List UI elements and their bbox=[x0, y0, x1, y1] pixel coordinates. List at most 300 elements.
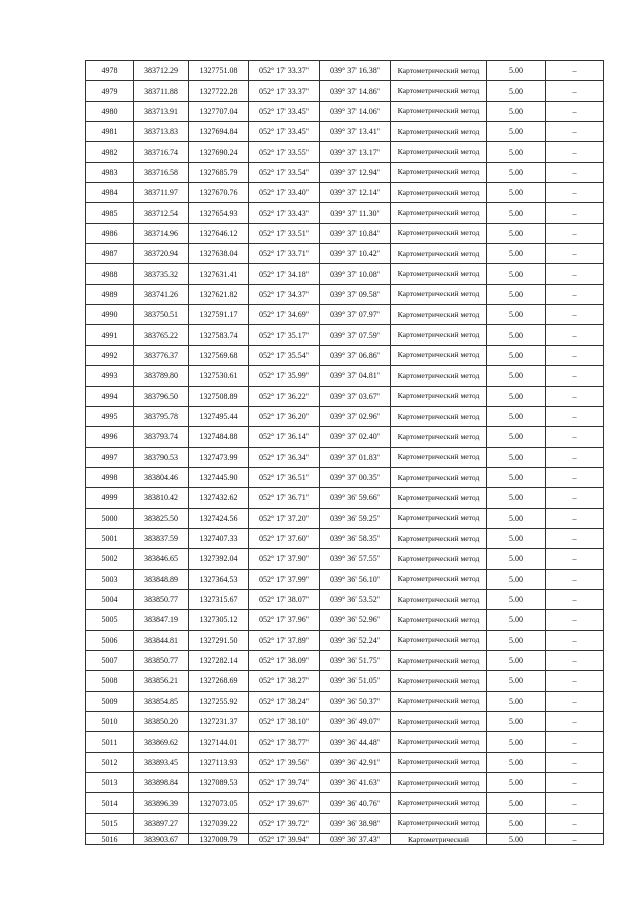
longitude-cell: 039° 37' 12.14" bbox=[320, 183, 391, 203]
accuracy-cell: 5.00 bbox=[487, 223, 546, 243]
longitude-cell: 039° 37' 14.06" bbox=[320, 101, 391, 121]
y-coordinate-cell: 1327694.84 bbox=[189, 122, 249, 142]
point-number-cell: 4990 bbox=[86, 305, 134, 325]
latitude-cell: 052° 17' 34.37" bbox=[249, 284, 320, 304]
latitude-cell: 052° 17' 37.60" bbox=[249, 528, 320, 548]
latitude-cell: 052° 17' 36.20" bbox=[249, 406, 320, 426]
table-row bbox=[86, 752, 604, 772]
longitude-cell: 039° 36' 41.63" bbox=[320, 773, 391, 793]
note-cell: – bbox=[546, 325, 604, 345]
note-cell: – bbox=[546, 244, 604, 264]
x-coordinate-cell: 383712.54 bbox=[134, 203, 189, 223]
latitude-cell: 052° 17' 38.07" bbox=[249, 589, 320, 609]
table-row bbox=[86, 244, 604, 264]
accuracy-cell: 5.00 bbox=[487, 284, 546, 304]
note-cell: – bbox=[546, 610, 604, 630]
point-number-cell: 5003 bbox=[86, 569, 134, 589]
y-coordinate-cell: 1327530.61 bbox=[189, 366, 249, 386]
x-coordinate-cell: 383712.29 bbox=[134, 61, 189, 81]
method-cell: Картометрический bbox=[391, 834, 487, 845]
y-coordinate-cell: 1327495.44 bbox=[189, 406, 249, 426]
note-cell: – bbox=[546, 101, 604, 121]
table-row bbox=[86, 691, 604, 711]
note-cell: – bbox=[546, 305, 604, 325]
x-coordinate-cell: 383850.77 bbox=[134, 650, 189, 670]
accuracy-cell: 5.00 bbox=[487, 162, 546, 182]
point-number-cell: 4986 bbox=[86, 223, 134, 243]
method-cell: Картометрический метод bbox=[391, 406, 487, 426]
y-coordinate-cell: 1327638.04 bbox=[189, 244, 249, 264]
table-row bbox=[86, 223, 604, 243]
note-cell: – bbox=[546, 467, 604, 487]
longitude-cell: 039° 36' 56.10" bbox=[320, 569, 391, 589]
coordinates-table bbox=[85, 60, 604, 845]
table-row bbox=[86, 101, 604, 121]
longitude-cell: 039° 36' 40.76" bbox=[320, 793, 391, 813]
method-cell: Картометрический метод bbox=[391, 142, 487, 162]
table-row bbox=[86, 732, 604, 752]
method-cell: Картометрический метод bbox=[391, 325, 487, 345]
method-cell: Картометрический метод bbox=[391, 549, 487, 569]
x-coordinate-cell: 383716.74 bbox=[134, 142, 189, 162]
latitude-cell: 052° 17' 37.90" bbox=[249, 549, 320, 569]
point-number-cell: 5016 bbox=[86, 834, 134, 845]
latitude-cell: 052° 17' 33.45" bbox=[249, 101, 320, 121]
longitude-cell: 039° 37' 03.67" bbox=[320, 386, 391, 406]
table-row bbox=[86, 81, 604, 101]
latitude-cell: 052° 17' 37.20" bbox=[249, 508, 320, 528]
longitude-cell: 039° 36' 58.35" bbox=[320, 528, 391, 548]
accuracy-cell: 5.00 bbox=[487, 325, 546, 345]
latitude-cell: 052° 17' 37.96" bbox=[249, 610, 320, 630]
method-cell: Картометрический метод bbox=[391, 345, 487, 365]
point-number-cell: 4994 bbox=[86, 386, 134, 406]
y-coordinate-cell: 1327722.28 bbox=[189, 81, 249, 101]
accuracy-cell: 5.00 bbox=[487, 203, 546, 223]
table-row bbox=[86, 508, 604, 528]
x-coordinate-cell: 383789.80 bbox=[134, 366, 189, 386]
note-cell: – bbox=[546, 427, 604, 447]
method-cell: Картометрический метод bbox=[391, 630, 487, 650]
x-coordinate-cell: 383793.74 bbox=[134, 427, 189, 447]
y-coordinate-cell: 1327432.62 bbox=[189, 488, 249, 508]
note-cell: – bbox=[546, 142, 604, 162]
point-number-cell: 5005 bbox=[86, 610, 134, 630]
table-row bbox=[86, 142, 604, 162]
y-coordinate-cell: 1327583.74 bbox=[189, 325, 249, 345]
point-number-cell: 5013 bbox=[86, 773, 134, 793]
table-row bbox=[86, 447, 604, 467]
latitude-cell: 052° 17' 33.43" bbox=[249, 203, 320, 223]
point-number-cell: 4996 bbox=[86, 427, 134, 447]
note-cell: – bbox=[546, 345, 604, 365]
longitude-cell: 039° 36' 59.66" bbox=[320, 488, 391, 508]
point-number-cell: 4995 bbox=[86, 406, 134, 426]
note-cell: – bbox=[546, 162, 604, 182]
method-cell: Картометрический метод bbox=[391, 752, 487, 772]
longitude-cell: 039° 37' 11.30" bbox=[320, 203, 391, 223]
latitude-cell: 052° 17' 33.37" bbox=[249, 61, 320, 81]
x-coordinate-cell: 383850.77 bbox=[134, 589, 189, 609]
method-cell: Картометрический метод bbox=[391, 773, 487, 793]
x-coordinate-cell: 383898.84 bbox=[134, 773, 189, 793]
point-number-cell: 4991 bbox=[86, 325, 134, 345]
table-row bbox=[86, 386, 604, 406]
method-cell: Картометрический метод bbox=[391, 712, 487, 732]
accuracy-cell: 5.00 bbox=[487, 752, 546, 772]
point-number-cell: 4999 bbox=[86, 488, 134, 508]
y-coordinate-cell: 1327646.12 bbox=[189, 223, 249, 243]
y-coordinate-cell: 1327621.82 bbox=[189, 284, 249, 304]
table-row bbox=[86, 630, 604, 650]
longitude-cell: 039° 36' 52.24" bbox=[320, 630, 391, 650]
latitude-cell: 052° 17' 39.56" bbox=[249, 752, 320, 772]
y-coordinate-cell: 1327751.08 bbox=[189, 61, 249, 81]
longitude-cell: 039° 36' 42.91" bbox=[320, 752, 391, 772]
method-cell: Картометрический метод bbox=[391, 386, 487, 406]
table-row bbox=[86, 427, 604, 447]
x-coordinate-cell: 383796.50 bbox=[134, 386, 189, 406]
accuracy-cell: 5.00 bbox=[487, 122, 546, 142]
longitude-cell: 039° 37' 16.38" bbox=[320, 61, 391, 81]
y-coordinate-cell: 1327690.24 bbox=[189, 142, 249, 162]
x-coordinate-cell: 383713.83 bbox=[134, 122, 189, 142]
method-cell: Картометрический метод bbox=[391, 813, 487, 833]
x-coordinate-cell: 383765.22 bbox=[134, 325, 189, 345]
note-cell: – bbox=[546, 508, 604, 528]
x-coordinate-cell: 383903.67 bbox=[134, 834, 189, 845]
point-number-cell: 4984 bbox=[86, 183, 134, 203]
point-number-cell: 5006 bbox=[86, 630, 134, 650]
method-cell: Картометрический метод bbox=[391, 366, 487, 386]
x-coordinate-cell: 383847.19 bbox=[134, 610, 189, 630]
point-number-cell: 4987 bbox=[86, 244, 134, 264]
accuracy-cell: 5.00 bbox=[487, 142, 546, 162]
point-number-cell: 5011 bbox=[86, 732, 134, 752]
accuracy-cell: 5.00 bbox=[487, 467, 546, 487]
y-coordinate-cell: 1327424.56 bbox=[189, 508, 249, 528]
latitude-cell: 052° 17' 33.55" bbox=[249, 142, 320, 162]
y-coordinate-cell: 1327039.22 bbox=[189, 813, 249, 833]
note-cell: – bbox=[546, 223, 604, 243]
x-coordinate-cell: 383896.39 bbox=[134, 793, 189, 813]
longitude-cell: 039° 36' 51.75" bbox=[320, 650, 391, 670]
accuracy-cell: 5.00 bbox=[487, 183, 546, 203]
table-row bbox=[86, 650, 604, 670]
longitude-cell: 039° 36' 59.25" bbox=[320, 508, 391, 528]
x-coordinate-cell: 383825.50 bbox=[134, 508, 189, 528]
accuracy-cell: 5.00 bbox=[487, 427, 546, 447]
x-coordinate-cell: 383790.53 bbox=[134, 447, 189, 467]
y-coordinate-cell: 1327291.50 bbox=[189, 630, 249, 650]
point-number-cell: 5000 bbox=[86, 508, 134, 528]
latitude-cell: 052° 17' 38.24" bbox=[249, 691, 320, 711]
accuracy-cell: 5.00 bbox=[487, 834, 546, 845]
x-coordinate-cell: 383795.78 bbox=[134, 406, 189, 426]
note-cell: – bbox=[546, 793, 604, 813]
table-row bbox=[86, 345, 604, 365]
x-coordinate-cell: 383854.85 bbox=[134, 691, 189, 711]
y-coordinate-cell: 1327009.79 bbox=[189, 834, 249, 845]
accuracy-cell: 5.00 bbox=[487, 813, 546, 833]
y-coordinate-cell: 1327255.92 bbox=[189, 691, 249, 711]
accuracy-cell: 5.00 bbox=[487, 773, 546, 793]
note-cell: – bbox=[546, 366, 604, 386]
method-cell: Картометрический метод bbox=[391, 671, 487, 691]
point-number-cell: 5010 bbox=[86, 712, 134, 732]
x-coordinate-cell: 383856.21 bbox=[134, 671, 189, 691]
point-number-cell: 4997 bbox=[86, 447, 134, 467]
latitude-cell: 052° 17' 38.10" bbox=[249, 712, 320, 732]
longitude-cell: 039° 37' 14.86" bbox=[320, 81, 391, 101]
x-coordinate-cell: 383804.46 bbox=[134, 467, 189, 487]
x-coordinate-cell: 383893.45 bbox=[134, 752, 189, 772]
accuracy-cell: 5.00 bbox=[487, 366, 546, 386]
table-row bbox=[86, 569, 604, 589]
longitude-cell: 039° 37' 07.97" bbox=[320, 305, 391, 325]
y-coordinate-cell: 1327508.89 bbox=[189, 386, 249, 406]
method-cell: Картометрический метод bbox=[391, 488, 487, 508]
method-cell: Картометрический метод bbox=[391, 569, 487, 589]
point-number-cell: 4998 bbox=[86, 467, 134, 487]
note-cell: – bbox=[546, 386, 604, 406]
accuracy-cell: 5.00 bbox=[487, 244, 546, 264]
note-cell: – bbox=[546, 81, 604, 101]
table-row bbox=[86, 793, 604, 813]
latitude-cell: 052° 17' 38.27" bbox=[249, 671, 320, 691]
point-number-cell: 4988 bbox=[86, 264, 134, 284]
note-cell: – bbox=[546, 569, 604, 589]
latitude-cell: 052° 17' 35.54" bbox=[249, 345, 320, 365]
x-coordinate-cell: 383837.59 bbox=[134, 528, 189, 548]
longitude-cell: 039° 37' 02.96" bbox=[320, 406, 391, 426]
note-cell: – bbox=[546, 589, 604, 609]
table-row bbox=[86, 773, 604, 793]
y-coordinate-cell: 1327144.01 bbox=[189, 732, 249, 752]
table-row bbox=[86, 366, 604, 386]
method-cell: Картометрический метод bbox=[391, 528, 487, 548]
method-cell: Картометрический метод bbox=[391, 589, 487, 609]
method-cell: Картометрический метод bbox=[391, 508, 487, 528]
latitude-cell: 052° 17' 36.51" bbox=[249, 467, 320, 487]
accuracy-cell: 5.00 bbox=[487, 264, 546, 284]
longitude-cell: 039° 37' 07.59" bbox=[320, 325, 391, 345]
note-cell: – bbox=[546, 203, 604, 223]
table-row bbox=[86, 325, 604, 345]
longitude-cell: 039° 37' 02.40" bbox=[320, 427, 391, 447]
y-coordinate-cell: 1327707.04 bbox=[189, 101, 249, 121]
method-cell: Картометрический метод bbox=[391, 427, 487, 447]
point-number-cell: 4989 bbox=[86, 284, 134, 304]
x-coordinate-cell: 383848.89 bbox=[134, 569, 189, 589]
longitude-cell: 039° 37' 04.81" bbox=[320, 366, 391, 386]
point-number-cell: 5008 bbox=[86, 671, 134, 691]
note-cell: – bbox=[546, 813, 604, 833]
x-coordinate-cell: 383850.20 bbox=[134, 712, 189, 732]
point-number-cell: 4979 bbox=[86, 81, 134, 101]
note-cell: – bbox=[546, 549, 604, 569]
table-row bbox=[86, 834, 604, 845]
y-coordinate-cell: 1327282.14 bbox=[189, 650, 249, 670]
x-coordinate-cell: 383735.32 bbox=[134, 264, 189, 284]
x-coordinate-cell: 383711.97 bbox=[134, 183, 189, 203]
y-coordinate-cell: 1327315.67 bbox=[189, 589, 249, 609]
longitude-cell: 039° 37' 12.94" bbox=[320, 162, 391, 182]
longitude-cell: 039° 37' 10.42" bbox=[320, 244, 391, 264]
longitude-cell: 039° 36' 57.55" bbox=[320, 549, 391, 569]
note-cell: – bbox=[546, 650, 604, 670]
method-cell: Картометрический метод bbox=[391, 691, 487, 711]
longitude-cell: 039° 36' 53.52" bbox=[320, 589, 391, 609]
note-cell: – bbox=[546, 691, 604, 711]
table-row bbox=[86, 610, 604, 630]
accuracy-cell: 5.00 bbox=[487, 712, 546, 732]
latitude-cell: 052° 17' 37.99" bbox=[249, 569, 320, 589]
y-coordinate-cell: 1327591.17 bbox=[189, 305, 249, 325]
note-cell: – bbox=[546, 61, 604, 81]
point-number-cell: 4983 bbox=[86, 162, 134, 182]
accuracy-cell: 5.00 bbox=[487, 406, 546, 426]
accuracy-cell: 5.00 bbox=[487, 386, 546, 406]
accuracy-cell: 5.00 bbox=[487, 549, 546, 569]
table-row bbox=[86, 589, 604, 609]
point-number-cell: 5014 bbox=[86, 793, 134, 813]
note-cell: – bbox=[546, 732, 604, 752]
note-cell: – bbox=[546, 183, 604, 203]
y-coordinate-cell: 1327407.33 bbox=[189, 528, 249, 548]
y-coordinate-cell: 1327654.93 bbox=[189, 203, 249, 223]
method-cell: Картометрический метод bbox=[391, 223, 487, 243]
point-number-cell: 4982 bbox=[86, 142, 134, 162]
point-number-cell: 5007 bbox=[86, 650, 134, 670]
y-coordinate-cell: 1327392.04 bbox=[189, 549, 249, 569]
note-cell: – bbox=[546, 712, 604, 732]
x-coordinate-cell: 383741.26 bbox=[134, 284, 189, 304]
latitude-cell: 052° 17' 33.45" bbox=[249, 122, 320, 142]
x-coordinate-cell: 383776.37 bbox=[134, 345, 189, 365]
table-row bbox=[86, 122, 604, 142]
table-row bbox=[86, 264, 604, 284]
point-number-cell: 5002 bbox=[86, 549, 134, 569]
table-row bbox=[86, 813, 604, 833]
x-coordinate-cell: 383711.88 bbox=[134, 81, 189, 101]
latitude-cell: 052° 17' 38.09" bbox=[249, 650, 320, 670]
table-row bbox=[86, 549, 604, 569]
y-coordinate-cell: 1327569.68 bbox=[189, 345, 249, 365]
latitude-cell: 052° 17' 33.54" bbox=[249, 162, 320, 182]
latitude-cell: 052° 17' 35.99" bbox=[249, 366, 320, 386]
accuracy-cell: 5.00 bbox=[487, 345, 546, 365]
accuracy-cell: 5.00 bbox=[487, 569, 546, 589]
longitude-cell: 039° 37' 13.17" bbox=[320, 142, 391, 162]
y-coordinate-cell: 1327473.99 bbox=[189, 447, 249, 467]
x-coordinate-cell: 383750.51 bbox=[134, 305, 189, 325]
latitude-cell: 052° 17' 37.89" bbox=[249, 630, 320, 650]
table-row bbox=[86, 671, 604, 691]
accuracy-cell: 5.00 bbox=[487, 610, 546, 630]
method-cell: Картометрический метод bbox=[391, 447, 487, 467]
accuracy-cell: 5.00 bbox=[487, 589, 546, 609]
point-number-cell: 4985 bbox=[86, 203, 134, 223]
y-coordinate-cell: 1327364.53 bbox=[189, 569, 249, 589]
y-coordinate-cell: 1327113.93 bbox=[189, 752, 249, 772]
x-coordinate-cell: 383713.91 bbox=[134, 101, 189, 121]
x-coordinate-cell: 383720.94 bbox=[134, 244, 189, 264]
latitude-cell: 052° 17' 35.17" bbox=[249, 325, 320, 345]
method-cell: Картометрический метод bbox=[391, 162, 487, 182]
point-number-cell: 4981 bbox=[86, 122, 134, 142]
x-coordinate-cell: 383716.58 bbox=[134, 162, 189, 182]
method-cell: Картометрический метод bbox=[391, 101, 487, 121]
latitude-cell: 052° 17' 38.77" bbox=[249, 732, 320, 752]
longitude-cell: 039° 37' 06.86" bbox=[320, 345, 391, 365]
accuracy-cell: 5.00 bbox=[487, 447, 546, 467]
method-cell: Картометрический метод bbox=[391, 610, 487, 630]
method-cell: Картометрический метод bbox=[391, 467, 487, 487]
latitude-cell: 052° 17' 34.18" bbox=[249, 264, 320, 284]
y-coordinate-cell: 1327073.05 bbox=[189, 793, 249, 813]
y-coordinate-cell: 1327631.41 bbox=[189, 264, 249, 284]
latitude-cell: 052° 17' 34.69" bbox=[249, 305, 320, 325]
accuracy-cell: 5.00 bbox=[487, 81, 546, 101]
point-number-cell: 4978 bbox=[86, 61, 134, 81]
latitude-cell: 052° 17' 36.71" bbox=[249, 488, 320, 508]
method-cell: Картометрический метод bbox=[391, 203, 487, 223]
method-cell: Картометрический метод bbox=[391, 183, 487, 203]
note-cell: – bbox=[546, 406, 604, 426]
longitude-cell: 039° 36' 51.05" bbox=[320, 671, 391, 691]
longitude-cell: 039° 37' 10.84" bbox=[320, 223, 391, 243]
accuracy-cell: 5.00 bbox=[487, 630, 546, 650]
accuracy-cell: 5.00 bbox=[487, 488, 546, 508]
accuracy-cell: 5.00 bbox=[487, 732, 546, 752]
latitude-cell: 052° 17' 36.22" bbox=[249, 386, 320, 406]
y-coordinate-cell: 1327305.12 bbox=[189, 610, 249, 630]
method-cell: Картометрический метод bbox=[391, 732, 487, 752]
method-cell: Картометрический метод bbox=[391, 793, 487, 813]
x-coordinate-cell: 383810.42 bbox=[134, 488, 189, 508]
latitude-cell: 052° 17' 39.72" bbox=[249, 813, 320, 833]
method-cell: Картометрический метод bbox=[391, 284, 487, 304]
method-cell: Картометрический метод bbox=[391, 61, 487, 81]
latitude-cell: 052° 17' 33.40" bbox=[249, 183, 320, 203]
coordinates-page bbox=[85, 60, 603, 845]
accuracy-cell: 5.00 bbox=[487, 650, 546, 670]
point-number-cell: 5001 bbox=[86, 528, 134, 548]
method-cell: Картометрический метод bbox=[391, 244, 487, 264]
longitude-cell: 039° 37' 13.41" bbox=[320, 122, 391, 142]
point-number-cell: 4993 bbox=[86, 366, 134, 386]
longitude-cell: 039° 36' 37.43" bbox=[320, 834, 391, 845]
point-number-cell: 5004 bbox=[86, 589, 134, 609]
accuracy-cell: 5.00 bbox=[487, 793, 546, 813]
accuracy-cell: 5.00 bbox=[487, 528, 546, 548]
longitude-cell: 039° 37' 10.08" bbox=[320, 264, 391, 284]
point-number-cell: 5015 bbox=[86, 813, 134, 833]
latitude-cell: 052° 17' 33.71" bbox=[249, 244, 320, 264]
table-row bbox=[86, 467, 604, 487]
coordinates-table-body bbox=[86, 61, 604, 845]
latitude-cell: 052° 17' 33.51" bbox=[249, 223, 320, 243]
longitude-cell: 039° 36' 49.07" bbox=[320, 712, 391, 732]
table-row bbox=[86, 712, 604, 732]
table-row bbox=[86, 488, 604, 508]
note-cell: – bbox=[546, 122, 604, 142]
latitude-cell: 052° 17' 39.74" bbox=[249, 773, 320, 793]
note-cell: – bbox=[546, 284, 604, 304]
x-coordinate-cell: 383846.65 bbox=[134, 549, 189, 569]
x-coordinate-cell: 383714.96 bbox=[134, 223, 189, 243]
